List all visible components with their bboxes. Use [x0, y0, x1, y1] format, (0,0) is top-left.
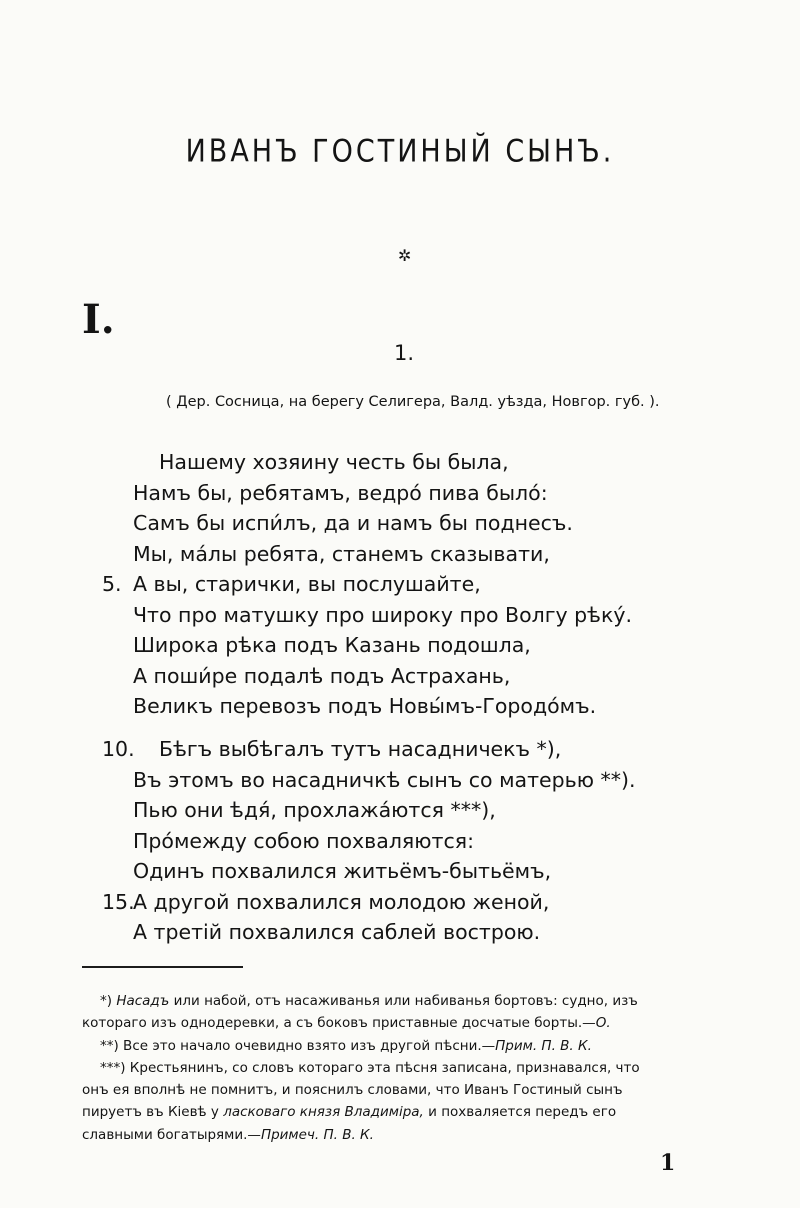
verse-line-text: А другой похвалился молодою женой,: [133, 889, 550, 914]
ornament-icon: ✲: [398, 246, 412, 265]
footnote-2: [82, 1035, 722, 1057]
verse-line-text: Великъ перевозъ подъ Новы́мъ-Городо́мъ.: [133, 694, 597, 718]
footnote-1-mark: *): [100, 993, 117, 1009]
footnote-2-text: **) Все это начало очевидно взято изъ другой пѣсни.—: [100, 1037, 496, 1054]
verse-line-text: Про́между собою похваляются:: [133, 828, 474, 853]
footnote-3-line-4: [82, 1124, 722, 1146]
footnote-3-emphasis: ласковаго князя Владиміра,: [223, 1104, 424, 1121]
footnote-1-signature: О.: [595, 1015, 611, 1032]
verse-line-number: 15.: [102, 889, 135, 914]
verse-line-text: Нашему хозяину честь бы была,: [159, 450, 509, 474]
page-number: 1: [660, 1150, 676, 1176]
footnote-2-signature: Прим. П. В. К.: [495, 1037, 592, 1054]
footnote-1-term: Насадъ: [116, 993, 170, 1009]
verse-line-text: Въ этомъ во насадничкѣ сынъ со матерью **).: [133, 767, 636, 792]
footnote-1-line-1: [82, 990, 722, 1012]
verse-line-text: А вы, старички, вы послушайте,: [133, 572, 481, 596]
footnote-3-line-1: ***) Крестьянинъ, со словъ котораго эта пѣсня записана, признавался, что: [100, 1059, 640, 1076]
footnotes: [82, 990, 722, 1146]
verse-line-text: Бѣгъ выбѣгалъ тутъ насадничекъ *),: [159, 737, 562, 761]
part-numeral: I.: [82, 296, 115, 343]
verse-line-text: А третій похвалился саблей вострою.: [133, 920, 541, 944]
verse-line-number: 5.: [102, 572, 122, 596]
source-note: ( Дер. Сосница, на берегу Селигера, Валд. уѣзда, Новгор. губ. ).: [166, 394, 660, 410]
verse-line-text: Что про матушку про широку про Волгу рѣку́.: [133, 602, 632, 627]
footnote-1-line-2: [82, 1012, 722, 1034]
verse-line-text: Пью они ѣдя́, прохлажа́ются ***),: [133, 798, 496, 822]
footnote-1-text: или набой, отъ насаживанья или набиванья бортовъ: судно, изъ: [169, 993, 638, 1009]
verse-line-text: Широка рѣка подъ Казань подошла,: [133, 633, 531, 657]
verse-line-text: Одинъ похвалился житьёмъ-бытьёмъ,: [133, 859, 552, 883]
page-title: ИВАНЪ ГОСТИНЫЙ СЫНЪ.: [185, 133, 615, 170]
verse-line-text: А поши́ре подалѣ подъ Астрахань,: [133, 663, 511, 688]
footnote-3-line-2: онъ ея вполнѣ не помнитъ, и пояснилъ словами, что Иванъ Гостиный сынъ: [82, 1082, 623, 1099]
song-number: 1.: [394, 341, 415, 365]
verse-line-text: Самъ бы испи́лъ, да и намъ бы поднесъ.: [133, 511, 573, 535]
footnote-3-line-3: [82, 1101, 722, 1123]
footnote-3-signature: Примеч. П. В. К.: [260, 1126, 374, 1143]
footnote-3-text-a: пируетъ въ Кіевѣ у: [82, 1104, 224, 1121]
verse-line-number: 10.: [102, 737, 135, 761]
footnote-3-text-4: славными богатырями.—: [82, 1126, 261, 1143]
footnote-divider: [82, 966, 243, 968]
footnote-1-text-2: котораго изъ однодеревки, а съ боковъ приставные досчатые борты.—: [82, 1015, 596, 1032]
footnote-3-text-b: и похваляется передъ его: [423, 1104, 617, 1121]
verse-line-text: Мы, ма́лы ребята, станемъ сказывати,: [133, 541, 550, 566]
verse-line-text: Намъ бы, ребятамъ, ведро́ пива было́:: [133, 480, 548, 505]
